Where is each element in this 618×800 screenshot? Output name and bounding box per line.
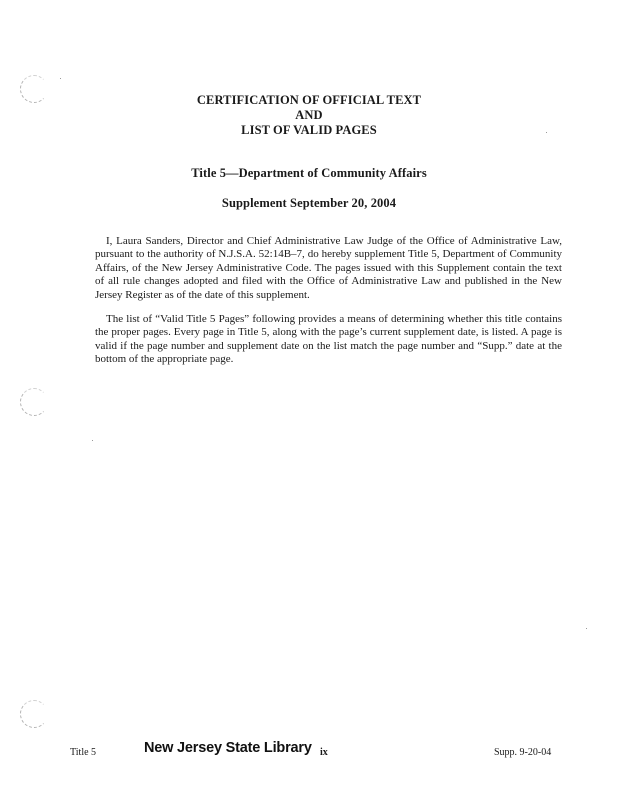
scan-speck xyxy=(586,628,587,629)
title-department: Title 5—Department of Community Affairs xyxy=(191,166,427,180)
library-stamp: New Jersey State Library xyxy=(144,740,312,756)
punch-hole-mark xyxy=(20,388,48,416)
supplement-date-heading: Supplement September 20, 2004 xyxy=(221,196,397,210)
footer-title: Title 5 xyxy=(70,747,97,758)
punch-hole-mark xyxy=(20,700,48,728)
heading-list-of-valid-pages: LIST OF VALID PAGES xyxy=(241,123,377,137)
certification-paragraph: I, Laura Sanders, Director and Chief Administrative Law Judge of the Office of Administrative Law, pursuant to the authority of N.J.S.A. 52:14B–7, do hereby supplement Title 5, Department of Community Affairs, of the New Jersey Administrative Code. The pages issued with this Supplement contain the text of all rule changes adopted and filed with the Office of Administrative Law and published in the New Jersey Register as of the date of this supplement. xyxy=(95,235,562,301)
valid-pages-paragraph: The list of “Valid Title 5 Pages” following provides a means of determining whether this title contains the proper pages. Every page in Title 5, along with the page’s current supplement date, is listed. A page is valid if the page number and supplement date on the list match the page number and “Supp.” date at the bottom of the appropriate page. xyxy=(95,313,562,366)
heading-certification: CERTIFICATION OF OFFICIAL TEXT xyxy=(196,93,422,107)
footer-page-number: ix xyxy=(320,747,328,758)
footer-supplement-date: Supp. 9-20-04 xyxy=(494,747,552,758)
heading-and: AND xyxy=(295,108,323,122)
scan-speck xyxy=(92,440,93,441)
scan-speck xyxy=(60,78,61,79)
